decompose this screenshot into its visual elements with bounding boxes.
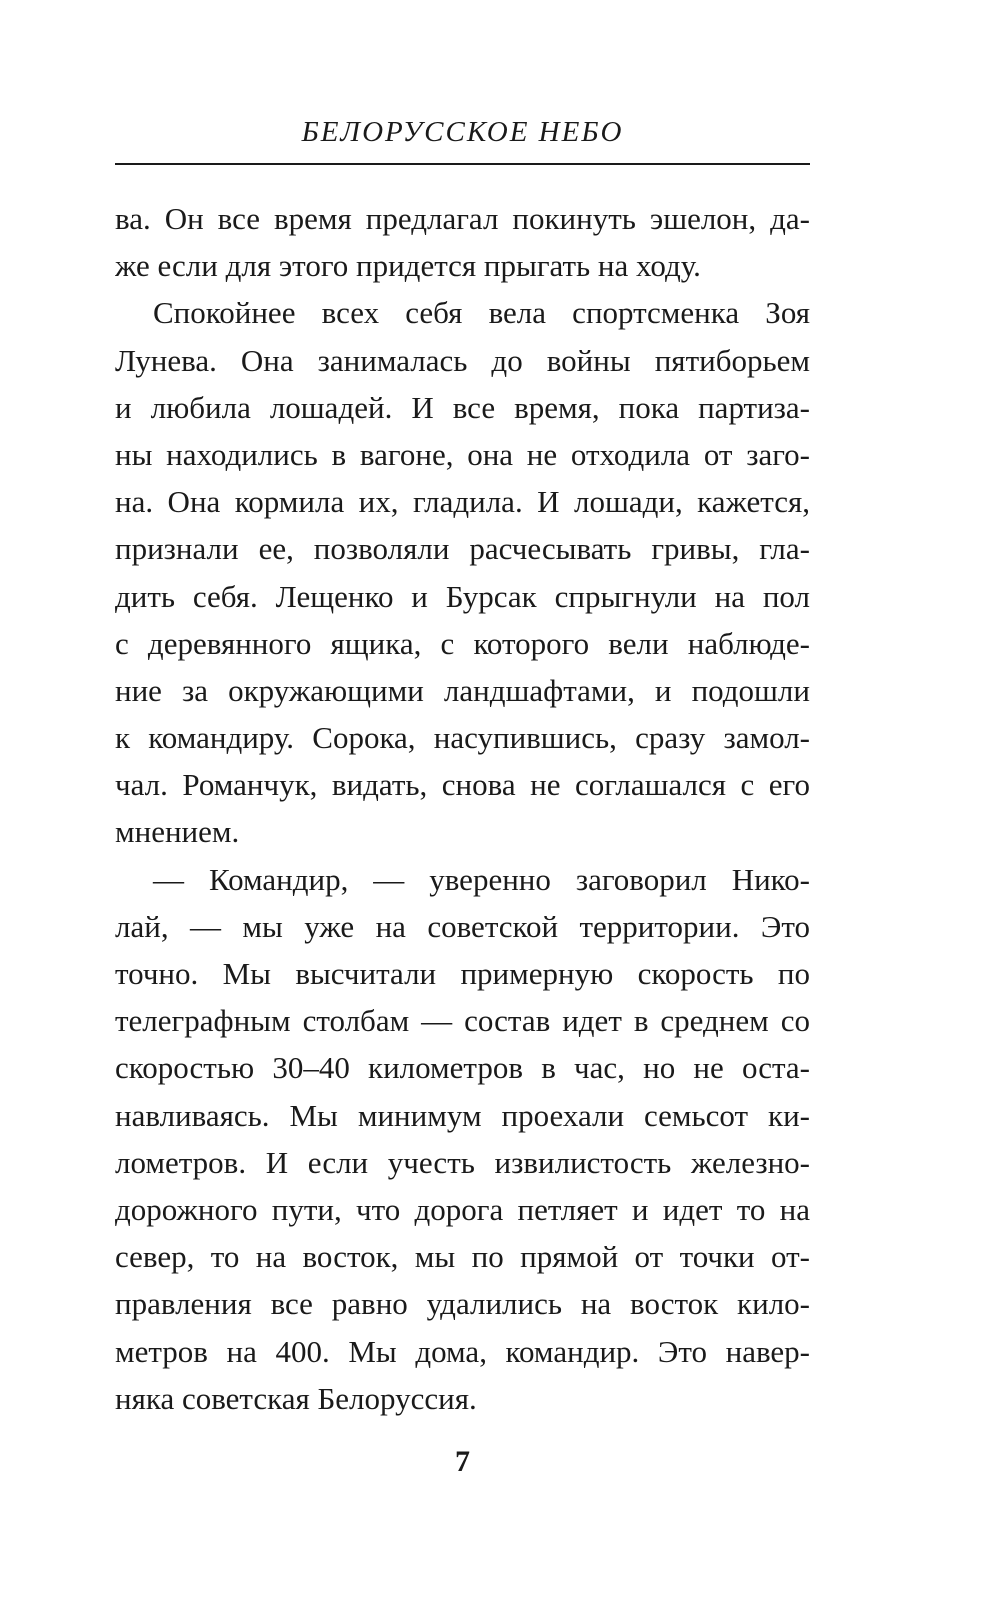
- text-line: дорожного пути, что дорога петляет и идет то на: [115, 1191, 810, 1227]
- text-line: ны находились в вагоне, она не отходила от заго-: [115, 436, 810, 472]
- text-line: лай, — мы уже на советской территории. Это: [115, 908, 810, 944]
- text-line: правления все равно удалились на восток кило-: [115, 1286, 810, 1322]
- text-line: метров на 400. Мы дома, командир. Это навер-: [115, 1333, 810, 1369]
- text-line: ва. Он все время предлагал покинуть эшелон, да-: [115, 201, 810, 236]
- text-line: — Командир, — уверенно заговорил Нико-: [153, 861, 810, 897]
- text-line: север, то на восток, мы по прямой от точки от-: [115, 1239, 810, 1275]
- text-line: признали ее, позволяли расчесывать гривы, гла-: [115, 531, 810, 567]
- text-line: же если для этого придется прыгать на ходу.: [115, 248, 701, 284]
- header-divider: [115, 163, 810, 165]
- text-line: дить себя. Лещенко и Бурсак спрыгнули на пол: [115, 578, 810, 614]
- text-line: ние за окружающими ландшафтами, и подошли: [115, 672, 810, 708]
- text-line: лометров. И если учесть извилистость железно-: [115, 1144, 810, 1180]
- text-line: точно. Мы высчитали примерную скорость по: [115, 956, 810, 991]
- text-line: к командиру. Сорока, насупившись, сразу замол-: [115, 720, 810, 756]
- body-text: [115, 195, 810, 1422]
- text-line: на. Она кормила их, гладила. И лошади, кажется,: [115, 484, 810, 520]
- text-line: и любила лошадей. И все время, пока партиза-: [115, 389, 810, 425]
- text-line: скоростью 30–40 километров в час, но не оста-: [115, 1050, 810, 1086]
- text-line: навливаясь. Мы минимум проехали семьсот ки-: [115, 1097, 810, 1133]
- running-head-title: БЕЛОРУССКОЕ НЕБО: [301, 116, 624, 148]
- text-line: Спокойнее всех себя вела спортсменка Зоя: [153, 295, 810, 331]
- text-line: с деревянного ящика, с которого вели наблюде-: [115, 625, 810, 661]
- text-line: мнением.: [115, 814, 240, 850]
- text-line: чал. Романчук, видать, снова не соглашался с его: [115, 767, 810, 803]
- text-line: телеграфным столбам — состав идет в среднем со: [115, 1003, 810, 1039]
- text-line: няка советская Белоруссия.: [115, 1380, 477, 1416]
- text-line: Лунева. Она занималась до войны пятиборьем: [115, 342, 810, 378]
- page-number: 7: [455, 1445, 470, 1478]
